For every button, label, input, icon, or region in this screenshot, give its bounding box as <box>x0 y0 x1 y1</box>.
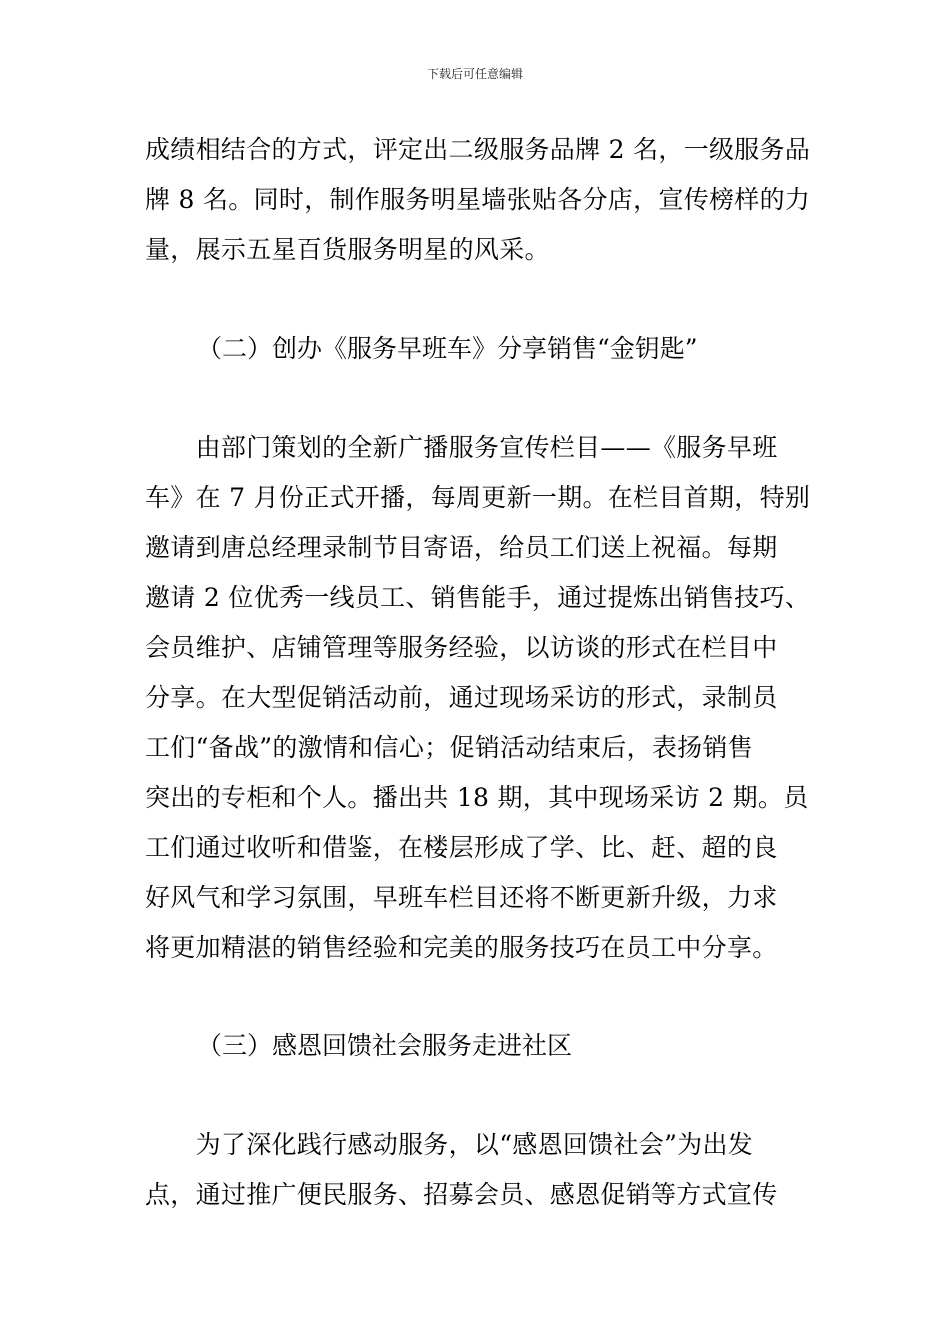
paragraph-line: 突出的专柜和个人。播出共 18 期，其中现场采访 2 期。员 <box>145 783 809 812</box>
paragraph-line: 由部门策划的全新广播服务宣传栏目——《服务早班 <box>145 433 778 462</box>
page-header: 下载后可任意编辑 <box>426 67 523 81</box>
paragraph-line: 量，展示五星百货服务明星的风采。 <box>145 235 550 264</box>
paragraph-line: 成绩相结合的方式，评定出二级服务品牌 2 名，一级服务品 <box>145 135 811 164</box>
paragraph-line: 车》在 7 月份正式开播，每周更新一期。在栏目首期，特别 <box>145 483 811 512</box>
paragraph-line: 邀请到唐总经理录制节目寄语，给员工们送上祝福。每期 <box>145 533 778 562</box>
paragraph-line: 分享。在大型促销活动前，通过现场采访的形式，录制员 <box>145 683 778 712</box>
section-heading-3: （三）感恩回馈社会服务走进社区 <box>197 1031 573 1060</box>
section-heading-2: （二）创办《服务早班车》分享销售“金钥匙” <box>197 334 698 363</box>
paragraph-line: 点，通过推广便民服务、招募会员、感恩促销等方式宣传 <box>145 1180 778 1209</box>
paragraph-line: 牌 8 名。同时，制作服务明星墙张贴各分店，宣传榜样的力 <box>145 185 811 214</box>
paragraph-line: 邀请 2 位优秀一线员工、销售能手，通过提炼出销售技巧、 <box>145 583 811 612</box>
paragraph-line: 会员维护、店铺管理等服务经验，以访谈的形式在栏目中 <box>145 633 778 662</box>
paragraph-line: 工们“备战”的激情和信心；促销活动结束后，表扬销售 <box>145 733 754 762</box>
paragraph-3 <box>145 1120 810 1220</box>
paragraph-line: 工们通过收听和借鉴，在楼层形成了学、比、赶、超的良 <box>145 833 778 862</box>
paragraph-line: 为了深化践行感动服务，以“感恩回馈社会”为出发 <box>145 1130 754 1159</box>
paragraph-line: 将更加精湛的销售经验和完美的服务技巧在员工中分享。 <box>145 933 778 962</box>
paragraph-1 <box>145 125 810 275</box>
paragraph-line: 好风气和学习氛围，早班车栏目还将不断更新升级，力求 <box>145 883 778 912</box>
paragraph-2 <box>145 423 810 973</box>
